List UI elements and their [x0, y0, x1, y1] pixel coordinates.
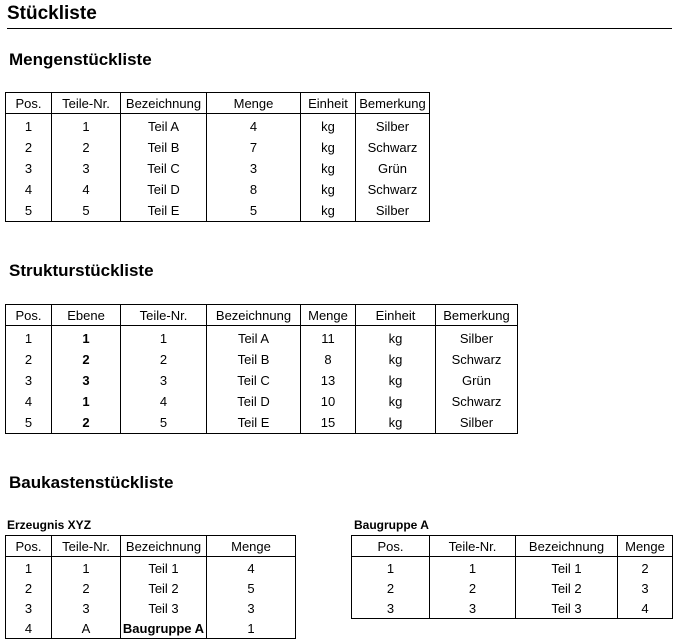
col-header: Pos. — [352, 536, 430, 557]
cell: 3 — [207, 158, 301, 179]
cell: 5 — [6, 412, 52, 434]
cell: kg — [301, 158, 356, 179]
cell: 4 — [207, 114, 301, 138]
cell: kg — [356, 391, 436, 412]
cell: 2 — [52, 412, 121, 434]
cell: 3 — [430, 598, 516, 619]
col-header: Menge — [301, 305, 356, 326]
cell: 2 — [6, 578, 52, 598]
cell: 11 — [301, 326, 356, 350]
cell: A — [52, 618, 121, 639]
cell: 13 — [301, 370, 356, 391]
cell: 1 — [52, 557, 121, 579]
col-header: Menge — [207, 93, 301, 114]
col-header: Bezeichnung — [207, 305, 301, 326]
cell: kg — [356, 326, 436, 350]
cell: 2 — [6, 137, 52, 158]
cell: 1 — [6, 557, 52, 579]
cell: 8 — [207, 179, 301, 200]
cell: Teil 3 — [121, 598, 207, 618]
table-row — [6, 391, 518, 412]
cell: kg — [301, 179, 356, 200]
cell: 1 — [121, 326, 207, 350]
cell: kg — [301, 137, 356, 158]
cell: 2 — [52, 137, 121, 158]
cell: 1 — [6, 114, 52, 138]
col-header: Bemerkung — [436, 305, 518, 326]
table-row — [6, 618, 296, 639]
cell: 4 — [6, 391, 52, 412]
table-row — [6, 557, 296, 579]
cell: Schwarz — [356, 137, 430, 158]
cell: 5 — [6, 200, 52, 222]
col-header: Ebene — [52, 305, 121, 326]
baugruppe-title: Baugruppe A — [354, 518, 429, 532]
cell: 2 — [430, 578, 516, 598]
page-title: Stückliste — [7, 3, 672, 29]
cell: Teil E — [121, 200, 207, 222]
table-row — [6, 114, 430, 138]
cell: Teil 3 — [516, 598, 618, 619]
struktur-table — [5, 304, 518, 434]
struktur-title: Strukturstückliste — [9, 261, 154, 280]
cell: 4 — [6, 179, 52, 200]
cell: 5 — [207, 200, 301, 222]
cell: 3 — [618, 578, 673, 598]
col-header: Bezeichnung — [121, 536, 207, 557]
col-header: Menge — [207, 536, 296, 557]
cell: 3 — [52, 158, 121, 179]
table-header-row — [6, 536, 296, 557]
col-header: Einheit — [356, 305, 436, 326]
cell: 1 — [52, 114, 121, 138]
erzeugnis-table — [5, 535, 296, 639]
baukasten-title: Baukastenstückliste — [9, 473, 174, 492]
col-header: Teile-Nr. — [52, 93, 121, 114]
cell: Teil A — [207, 326, 301, 350]
cell: 1 — [352, 557, 430, 579]
table-header-row — [352, 536, 673, 557]
col-header: Pos. — [6, 305, 52, 326]
cell: 4 — [121, 391, 207, 412]
col-header: Bezeichnung — [516, 536, 618, 557]
cell: kg — [356, 412, 436, 434]
cell: 2 — [6, 349, 52, 370]
cell: 3 — [6, 370, 52, 391]
col-header: Bezeichnung — [121, 93, 207, 114]
table-header-row — [6, 93, 430, 114]
table-row — [6, 179, 430, 200]
cell: Teil 1 — [516, 557, 618, 579]
cell: 2 — [52, 349, 121, 370]
cell: Teil C — [121, 158, 207, 179]
table-header-row — [6, 305, 518, 326]
cell: Teil 2 — [516, 578, 618, 598]
table-row — [6, 137, 430, 158]
cell: Grün — [436, 370, 518, 391]
table-row — [6, 326, 518, 350]
cell: Silber — [356, 114, 430, 138]
cell: Teil B — [207, 349, 301, 370]
cell: Teil 1 — [121, 557, 207, 579]
cell: 5 — [52, 200, 121, 222]
cell: 3 — [52, 370, 121, 391]
cell: 2 — [618, 557, 673, 579]
col-header: Teile-Nr. — [121, 305, 207, 326]
cell: Schwarz — [356, 179, 430, 200]
cell: kg — [356, 370, 436, 391]
cell: 2 — [52, 578, 121, 598]
col-header: Bemerkung — [356, 93, 430, 114]
col-header: Pos. — [6, 536, 52, 557]
cell: Teil D — [207, 391, 301, 412]
cell: Teil B — [121, 137, 207, 158]
cell: 2 — [352, 578, 430, 598]
cell: 2 — [121, 349, 207, 370]
table-row — [352, 557, 673, 579]
cell: 5 — [207, 578, 296, 598]
cell: 4 — [6, 618, 52, 639]
cell: Teil D — [121, 179, 207, 200]
cell: 3 — [6, 158, 52, 179]
baugruppe-table — [351, 535, 673, 619]
cell: 4 — [207, 557, 296, 579]
table-row — [6, 349, 518, 370]
cell: Teil A — [121, 114, 207, 138]
cell: 3 — [6, 598, 52, 618]
cell: Schwarz — [436, 349, 518, 370]
cell: 3 — [121, 370, 207, 391]
cell: 4 — [52, 179, 121, 200]
table-row — [6, 598, 296, 618]
cell: Silber — [356, 200, 430, 222]
cell: 1 — [207, 618, 296, 639]
col-header: Teile-Nr. — [430, 536, 516, 557]
col-header: Teile-Nr. — [52, 536, 121, 557]
cell: Teil E — [207, 412, 301, 434]
cell: 5 — [121, 412, 207, 434]
mengen-table — [5, 92, 430, 222]
table-row — [6, 158, 430, 179]
cell: 3 — [52, 598, 121, 618]
cell: 3 — [352, 598, 430, 619]
cell: kg — [301, 114, 356, 138]
table-row — [352, 598, 673, 619]
cell: 4 — [618, 598, 673, 619]
cell: 1 — [430, 557, 516, 579]
col-header: Einheit — [301, 93, 356, 114]
cell: 15 — [301, 412, 356, 434]
cell: Baugruppe A — [121, 618, 207, 639]
cell: Silber — [436, 412, 518, 434]
col-header: Pos. — [6, 93, 52, 114]
cell: 1 — [52, 391, 121, 412]
col-header: Menge — [618, 536, 673, 557]
cell: kg — [356, 349, 436, 370]
cell: 8 — [301, 349, 356, 370]
cell: 10 — [301, 391, 356, 412]
table-row — [6, 578, 296, 598]
erzeugnis-title: Erzeugnis XYZ — [7, 518, 92, 532]
cell: 1 — [6, 326, 52, 350]
table-row — [6, 370, 518, 391]
table-row — [352, 578, 673, 598]
cell: Teil 2 — [121, 578, 207, 598]
table-row — [6, 412, 518, 434]
table-row — [6, 200, 430, 222]
cell: 3 — [207, 598, 296, 618]
cell: 7 — [207, 137, 301, 158]
cell: Grün — [356, 158, 430, 179]
mengen-title: Mengenstückliste — [9, 50, 152, 69]
cell: Silber — [436, 326, 518, 350]
cell: 1 — [52, 326, 121, 350]
cell: kg — [301, 200, 356, 222]
cell: Teil C — [207, 370, 301, 391]
cell: Schwarz — [436, 391, 518, 412]
